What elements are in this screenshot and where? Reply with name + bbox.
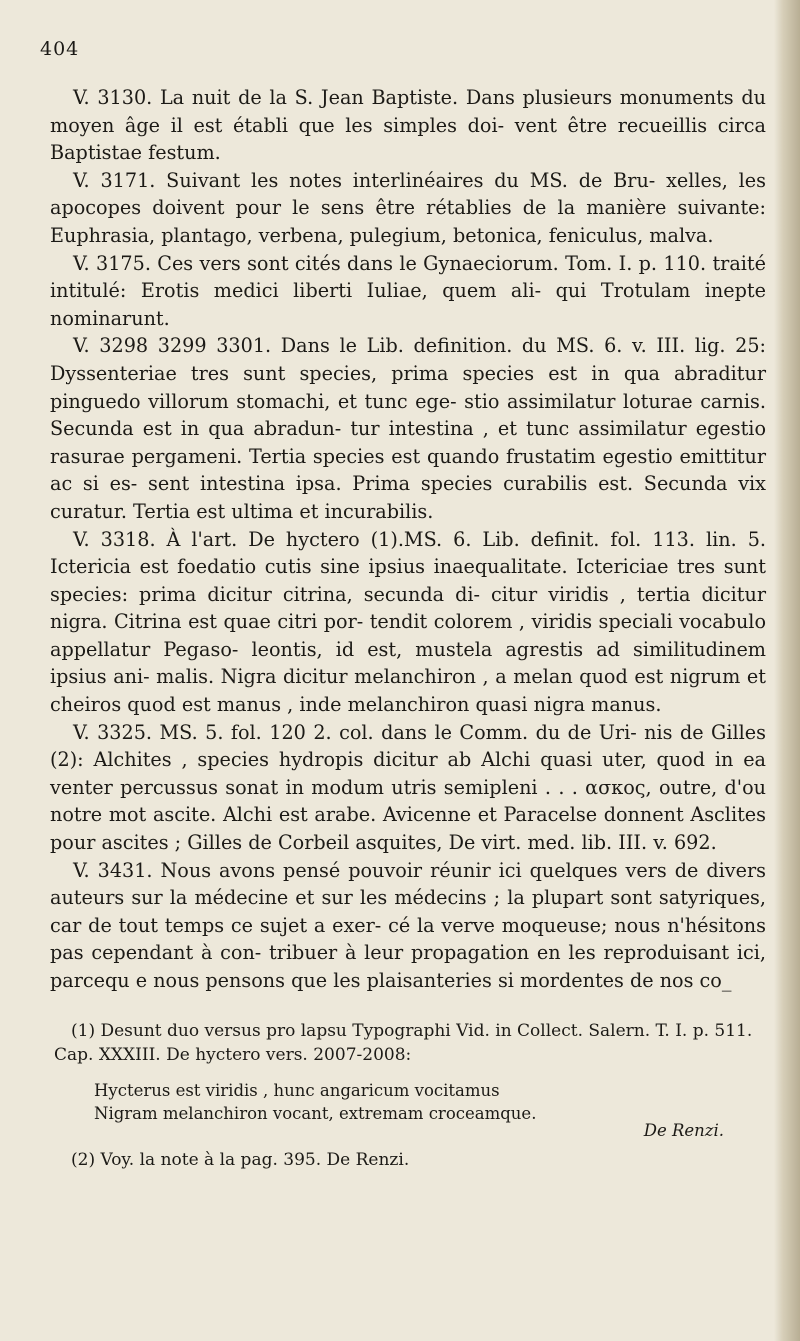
paragraph-v3171: V. 3171. Suivant les notes interlinéaires du MS. de Bru- xelles, les apocopes doivent pour le sens être rétablies de la manière suivante: Euphrasia, plantago, verbena, pulegium, betonica, feniculus, malva. <box>50 168 766 247</box>
page-number: 404 <box>40 38 80 60</box>
verse-quote <box>94 1079 754 1142</box>
verse-line: Hycterus est viridis , hunc angaricum vocitamus <box>94 1081 500 1100</box>
paragraph-v3318: V. 3318. À l'art. De hyctero (1).MS. 6. Lib. definit. fol. 113. lin. 5. Ictericia est foedatio cutis sine ipsius inaequalitate. Ictericiae tres sunt species: prima dicitur citrina, secunda di- citur viridis , tertia dicitur nigra. Citrina est quae citri por- tendit colorem , viridis speciali vocabulo appellatur Pegaso- leontis, id est, mustela agrestis ad similitudinem ipsius ani- malis. Nigra dicitur melanchiron , a melan quod est nigrum et cheiros quod est manus , inde melanchiron quasi nigra manus. <box>50 527 766 717</box>
footnote-1: (1) Desunt duo versus pro lapsu Typographi Vid. in Collect. Salern. T. I. p. 511. Cap. XXXIII. De hyctero vers. 2007-2008: <box>54 1021 753 1065</box>
verse-line: Nigram melanchiron vocant, extremam croceamque. <box>94 1104 537 1123</box>
paragraph-v3298: V. 3298 3299 3301. Dans le Lib. definition. du MS. 6. v. III. lig. 25: Dyssenteriae tres sunt species, prima species est in qua abraditur pinguedo villorum stomachi, et tunc ege- stio assimilatur loturae carnis. Secunda est in qua abradun- tur intestina , et tunc assimilatur egestio rasurae pergameni. Tertia species est quando frustatim egestio emittitur ac si es- sent intestina ipsa. Prima species curabilis est. Secunda vix curatur. Tertia est ultima et incurabilis. <box>50 334 766 523</box>
footnote-2: (2) Voy. la note à la pag. 395. De Renzi. <box>71 1150 410 1170</box>
paragraph-v3130: V. 3130. La nuit de la S. Jean Baptiste. Dans plusieurs monuments du moyen âge il est établi que les simples doi- vent être recueillis circa Baptistae festum. <box>50 86 766 165</box>
paragraph-v3431: V. 3431. Nous avons pensé pouvoir réunir ici quelques vers de divers auteurs sur la médecine et sur les médecins ; la plupart sont satyriques, car de tout temps ce sujet a exer- cé la verve moqueuse; nous n'hésitons pas cependant à con- tribuer à leur propagation en les reproduisant ici, parcequ e nous pensons que les plaisanteries si mordentes de nos co_ <box>50 858 766 992</box>
paragraph-v3175: V. 3175. Ces vers sont cités dans le Gynaeciorum. Tom. I. p. 110. traité intitulé: Erotis medici liberti Iuliae, quem ali- qui Trotulam inepte nominarunt. <box>50 251 766 330</box>
footnotes <box>54 1019 754 1172</box>
verse-attribution: De Renzi. <box>643 1121 724 1140</box>
page-edge <box>774 0 800 1341</box>
paragraph-v3325: V. 3325. MS. 5. fol. 120 2. col. dans le Comm. du de Uri- nis de Gilles (2): Alchites , species hydropis dicitur ab Alchi quasi uter, quod in ea venter percussus sonat in modum utris semipleni . . . ασκος, outre, d'ou notre mot ascite. Alchi est arabe. Avicenne et Paracelse donnent Asclites pour ascites ; Gilles de Corbeil asquites, De virt. med. lib. III. v. 692. <box>50 720 766 855</box>
main-text <box>50 84 766 995</box>
